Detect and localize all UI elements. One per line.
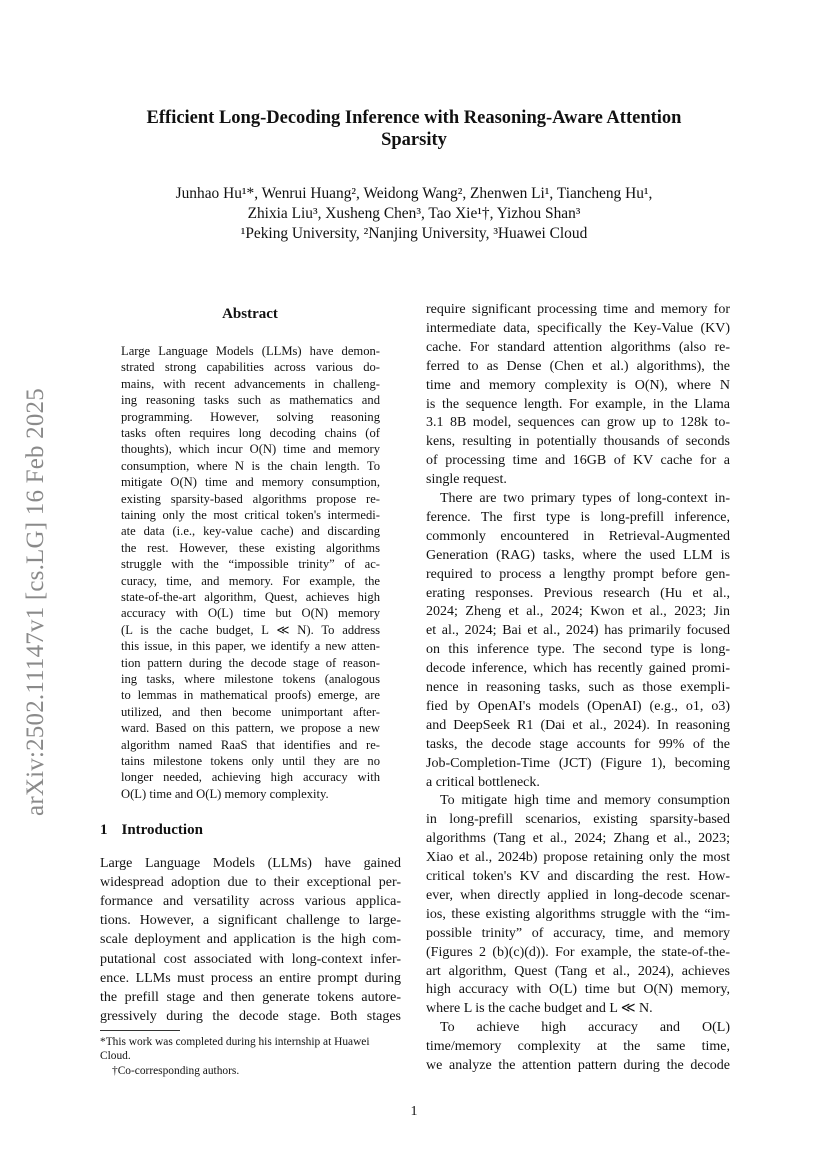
abstract-line: utilized, and then become unimportant after- xyxy=(121,704,380,719)
section-number: 1 xyxy=(100,822,108,838)
abstract-line: ing tasks, where milestone tokens (analogous xyxy=(121,672,380,686)
right-body-line: Xiao et al., 2024b) propose retaining only the most xyxy=(426,850,730,866)
right-body-line: single request. xyxy=(426,472,507,488)
left-body-line: gressively during the decode stage. Both stages xyxy=(100,1008,401,1024)
right-body-line: we analyze the attention pattern during the decode xyxy=(426,1058,730,1073)
abstract-line: to lemmas in mathematical proofs) emerge, are xyxy=(121,688,380,703)
author-list-line-2: Zhixia Liu³, Xusheng Chen³, Tao Xie¹†, Yizhou Shan³ xyxy=(247,205,581,222)
right-body-line: time/memory complexity at the same time, xyxy=(426,1039,730,1055)
right-body-line: ferred to as Dense (Chen et al.) algorithms), the xyxy=(426,358,730,374)
left-body-line: widespread adoption due to their exceptional per- xyxy=(100,875,401,891)
footnote-internship: *This work was completed during his internship at Huawei xyxy=(100,1036,370,1048)
left-body-line: formance and versatility across various applica- xyxy=(100,894,401,910)
abstract-line: mains, with recent advancements in challeng- xyxy=(121,376,380,391)
paper-title-line-1: Efficient Long-Decoding Inference with Reasoning-Aware Attention xyxy=(146,108,682,128)
left-body-line: the prefill stage and then generate tokens autore- xyxy=(100,989,401,1005)
author-list-line-1: Junhao Hu¹*, Wenrui Huang², Weidong Wang², Zhenwen Li¹, Tiancheng Hu¹, xyxy=(175,185,653,202)
paper-title-line-2: Sparsity xyxy=(381,130,447,150)
footnote-corresponding: †Co-corresponding authors. xyxy=(112,1065,240,1077)
abstract-line: thoughts), which incur O(N) time and memory xyxy=(121,442,380,457)
abstract-line: ate data (i.e., key-value cache) and discarding xyxy=(121,524,380,539)
left-body-line: scale deployment and application is the high com- xyxy=(100,932,401,948)
right-body-line: of processing time and 16GB of KV cache for a xyxy=(426,453,730,469)
right-body-line: et al., 2024; Bai et al., 2024) has primarily focused xyxy=(426,623,730,639)
right-body-line: possible trinity” of accuracy, time, and memory xyxy=(426,925,730,941)
left-body-line: ence. LLMs must process an entire prompt during xyxy=(100,970,401,986)
footnote-internship-cont: Cloud. xyxy=(100,1050,131,1062)
abstract-line: Large Language Models (LLMs) have demon- xyxy=(121,344,380,358)
abstract-line: (L is the cache budget, L ≪ N). To address xyxy=(121,622,380,637)
right-body-line: 2024; Zheng et al., 2024; Kwon et al., 2023; Jin xyxy=(426,604,730,620)
left-body-line: putational cost associated with long-context infer- xyxy=(100,951,401,967)
right-body-line: fied by OpenAI's models (OpenAI) (e.g., o1, o3) xyxy=(426,698,730,714)
abstract-line: O(L) time and O(L) memory complexity. xyxy=(121,786,329,801)
right-body-line: a critical bottleneck. xyxy=(426,774,540,790)
right-body-line: To mitigate high time and memory consumption xyxy=(440,793,730,809)
right-body-line: high accuracy with O(L) time but O(N) memory, xyxy=(426,982,730,998)
right-body-line: 3.1 8B model, sequences can grow up to 128k to- xyxy=(426,415,730,431)
abstract-line: curacy, time, and memory. For example, the xyxy=(121,573,380,588)
right-body-line: intermediate data, specifically the Key-Value (KV) xyxy=(426,320,730,336)
right-body-line: ever, when directly applied in long-decode scenar- xyxy=(426,887,730,903)
right-body-line: time and memory complexity is O(N), where N xyxy=(426,377,730,393)
right-body-line: erating responses. Previous research (Hu et al., xyxy=(426,585,730,601)
right-body-line: ios, these existing algorithms struggle with the “im- xyxy=(426,906,730,922)
arxiv-identifier-margin xyxy=(22,352,50,852)
right-body-line: cache. For standard attention algorithms (also re- xyxy=(426,339,730,355)
right-body-line: decode inference, which has recently gained promi- xyxy=(426,661,730,677)
right-body-line: and DeepSeek R1 (Dai et al., 2024). In reasoning xyxy=(426,717,730,733)
abstract-line: programming. However, solving reasoning xyxy=(121,409,380,424)
right-body-line: algorithms (Tang et al., 2024; Zhang et al., 2023; xyxy=(426,831,730,847)
right-body-line: Job-Completion-Time (JCT) (Figure 1), becoming xyxy=(426,755,730,771)
abstract-line: longer needed, achieving high accuracy with xyxy=(121,770,380,785)
right-body-line: required to process a lengthy prompt before gen- xyxy=(426,566,730,582)
abstract-line: ward. Based on this pattern, we propose a new xyxy=(121,721,380,736)
abstract-line: the rest. However, these existing algorithms xyxy=(121,540,380,555)
right-body-line: critical token's KV and discarding the rest. How- xyxy=(426,869,730,884)
footnote-divider xyxy=(100,1030,180,1031)
author-affiliations: ¹Peking University, ²Nanjing University, ³Huawei Cloud xyxy=(240,225,588,242)
right-body-line: ference. The first type is long-prefill inference, xyxy=(426,509,730,525)
left-body-line: tions. However, a significant challenge to large- xyxy=(100,913,401,929)
abstract-line: tains milestone tokens only until they are no xyxy=(121,754,380,768)
abstract-line: consumption, where N is the chain length. To xyxy=(121,458,380,473)
right-body-line: is the sequence length. For example, in the Llama xyxy=(426,396,730,412)
right-body-line: commonly encountered in Retrieval-Augmented xyxy=(426,528,730,544)
abstract-heading: Abstract xyxy=(222,306,278,322)
left-body-line: Large Language Models (LLMs) have gained xyxy=(100,856,401,871)
right-body-line: where L is the cache budget and L ≪ N. xyxy=(426,1001,653,1017)
right-body-line: There are two primary types of long-context in- xyxy=(440,491,730,506)
section-heading-introduction xyxy=(100,822,203,839)
abstract-line: tion pattern during the decode stage of reason- xyxy=(121,655,380,670)
right-body-line: tasks, the decode stage accounts for 99% of the xyxy=(426,736,730,752)
abstract-line: ing reasoning tasks such as mathematics and xyxy=(121,393,380,408)
abstract-line: state-of-the-art algorithm, Quest, achieves high xyxy=(121,590,380,604)
right-body-line: require significant processing time and memory for xyxy=(426,302,730,317)
abstract-line: taining only the most critical token's intermedi- xyxy=(121,508,380,522)
right-body-line: To achieve high accuracy and O(L) xyxy=(440,1020,730,1036)
right-body-line: nence in reasoning tasks, such as those exempli- xyxy=(426,680,730,695)
page-number: 1 xyxy=(410,1104,418,1119)
abstract-line: algorithm named RaaS that identifies and re- xyxy=(121,737,380,752)
section-title: Introduction xyxy=(121,822,203,838)
right-body-line: kens, resulting in potentially thousands of seconds xyxy=(426,434,730,450)
right-body-line: Generation (RAG) tasks, where the used LLM is xyxy=(426,547,730,563)
right-body-line: (Figures 2 (b)(c)(d)). For example, the state-of-the- xyxy=(426,944,730,960)
abstract-line: this issue, in this paper, we identify a new atten- xyxy=(121,639,380,654)
abstract-line: mitigate O(N) time and memory consumption, xyxy=(121,475,380,490)
abstract-line: tasks often requires long decoding chains (of xyxy=(121,426,380,440)
arxiv-identifier-text: arXiv:2502.11147v1 [cs.LG] 16 Feb 2025 xyxy=(22,388,49,816)
right-body-line: on this inference type. The second type is long- xyxy=(426,642,730,658)
right-body-line: in long-prefill scenarios, existing sparsity-based xyxy=(426,812,730,828)
abstract-line: strated strong capabilities across various do- xyxy=(121,360,380,375)
abstract-line: existing sparsity-based algorithms propose re- xyxy=(121,491,380,506)
abstract-line: struggle with the “impossible trinity” of ac- xyxy=(121,557,380,572)
abstract-line: accuracy with O(L) time but O(N) memory xyxy=(121,606,380,621)
right-body-line: art algorithm, Quest (Tang et al., 2024), achieves xyxy=(426,963,730,979)
